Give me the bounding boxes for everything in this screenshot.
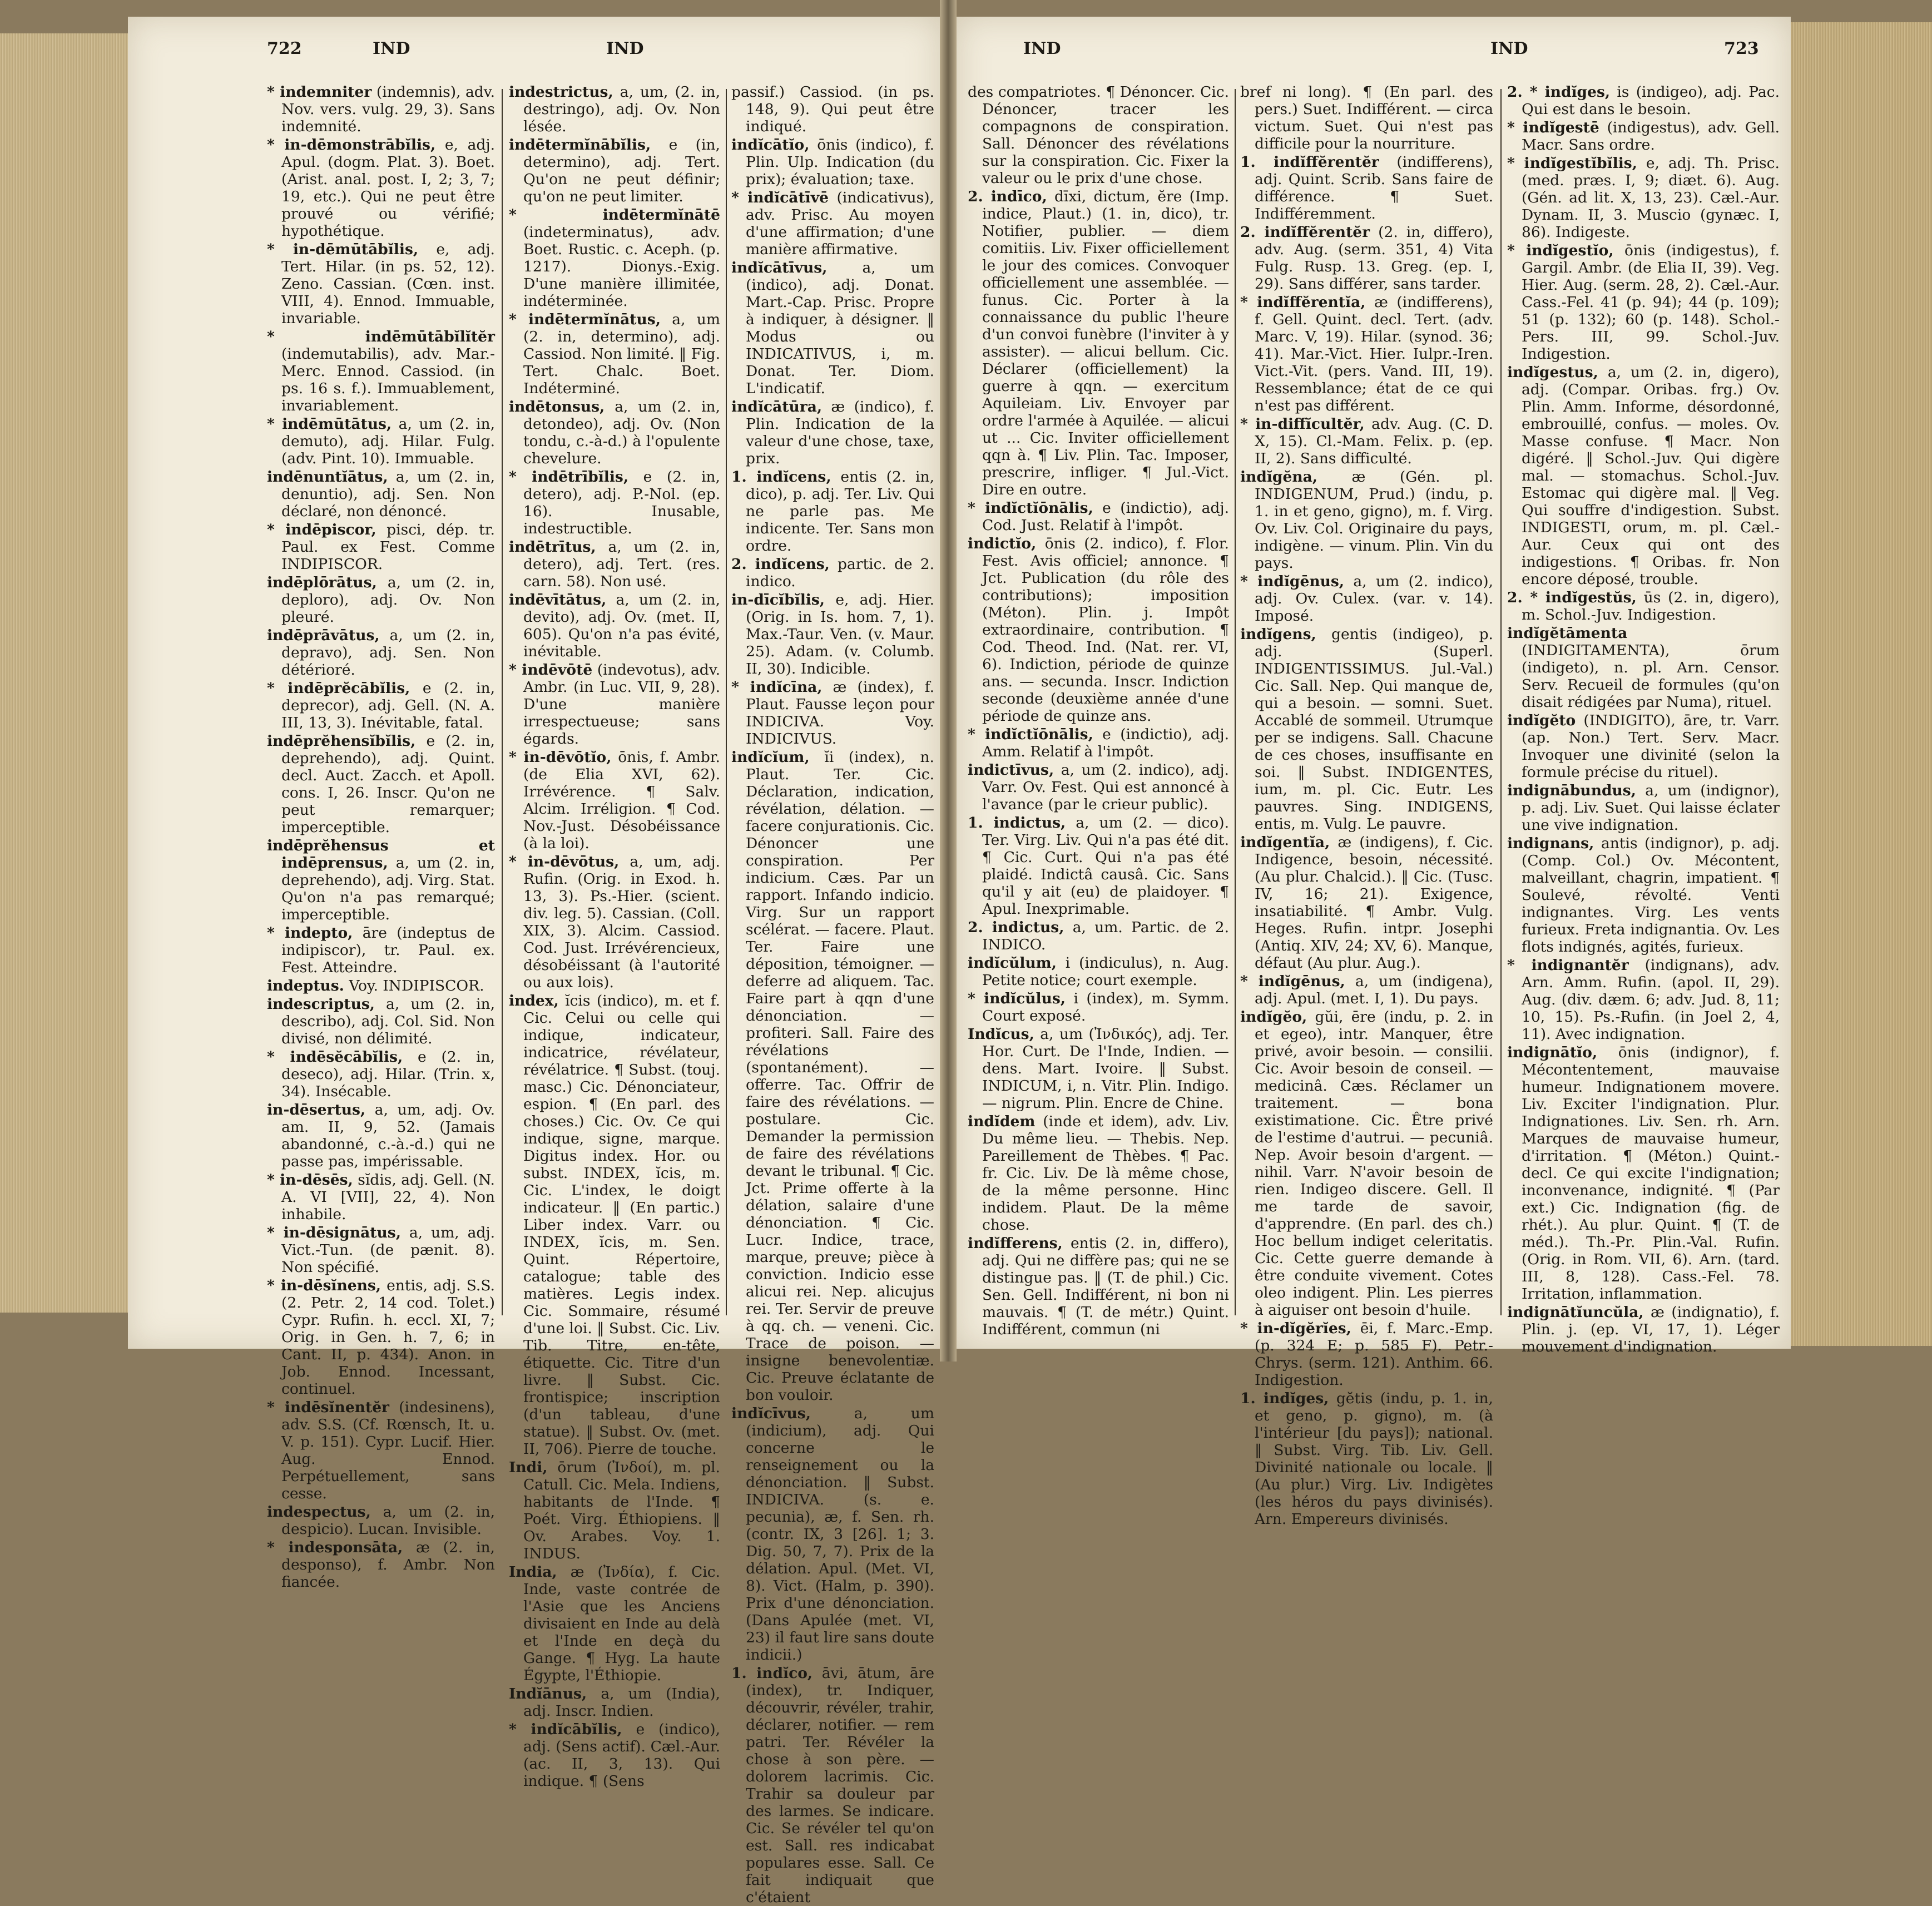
dictionary-entry — [267, 837, 495, 923]
dictionary-entry — [1507, 364, 1780, 588]
dictionary-entry — [509, 661, 720, 747]
left-page-header-word-1: IND — [373, 39, 410, 58]
entry-definition: ĭi (index), n. Plaut. Ter. Cic. Déclaration, indication, révélation, délation. — facere conjurationis. Cic. Dénoncer une conspiration. Per indicium. Cæs. Par un rapport. Infando indicio. Virg. Sur un rapport scélérat. — facere. Plaut. Ter. Faire une déposition, témoigner. — deferre ad aliquem. Tac. Faire part à qqn d'une dénonciation. — profiteri. Sall. Faire des révélations (spontanément). — offerre. Tac. Offrir de faire des révélations. — postulare. Cic. Demander la permission de faire des révélations devant le tribunal. ¶ Cic. Jct. Prime offerte à la délation, salaire d'une dénonciation. ¶ Cic. Lucr. Indice, trace, marque, preuve; pièce à conviction. Indicio esse alicui rei. Nep. alicujus rei. Ter. Servir de preuve à qq. ch. — veneni. Cic. Trace de poison. — insigne benevolentiæ. Cic. Preuve éclatante de bon vouloir. — [746, 749, 934, 1404]
dictionary-entry — [267, 415, 495, 467]
right-page-header-word-2: IND — [1490, 39, 1528, 58]
entry-definition: a, um (2. indico), adj. Ov. Culex. (var. v. 14). Imposé. — [1255, 573, 1493, 625]
dictionary-entry — [968, 188, 1229, 498]
dictionary-entry — [731, 398, 934, 467]
entry-definition: passif.) Cassiod. (in ps. 148, 9). Qui peut être indiqué. — [731, 83, 934, 135]
dictionary-entry — [1240, 83, 1493, 152]
entry-definition: e (2. in, deprecor), adj. Gell. (N. A. III, 13, 3). Inévitable, fatal. — [281, 680, 495, 731]
entry-definition: (indicativus), adv. Prisc. Au moyen d'une affirmation; d'une manière affirmative. — [746, 189, 934, 258]
dictionary-entry — [267, 977, 495, 994]
entry-definition: (2. in, differo), adv. Aug. (serm. 351, 4) Vita Fulg. Rusp. 13. Greg. (ep. I, 29). Sans différer, sans tarder. — [1255, 224, 1493, 293]
entry-headword: * indēpiscor, — [267, 521, 377, 538]
entry-definition: ūs (2. in, digero), m. Schol.-Juv. Indigestion. — [1522, 589, 1780, 623]
entry-definition: a, um (2. in, despicio). Lucan. Invisible. — [281, 1503, 495, 1538]
entry-headword: in-dīcĭbĭlis, — [731, 591, 825, 608]
entry-definition: a, um (2. indico), adj. Varr. Ov. Fest. Qui est annoncé à l'avance (par le crieur public). — [982, 761, 1229, 813]
entry-headword: 1. indĭffĕrentĕr — [1240, 154, 1379, 171]
entry-definition: a, um. Partic. de 2. INDICO. — [982, 919, 1230, 953]
dictionary-entry — [968, 535, 1229, 725]
dictionary-entry — [1240, 294, 1493, 414]
left-page-header — [128, 39, 940, 78]
entry-headword: 2. * indĭges, — [1507, 83, 1611, 101]
entry-headword: indētonsus, — [509, 398, 605, 415]
entry-headword: indēprāvātus, — [267, 627, 380, 644]
entry-headword: * in-diffĭcultĕr, — [1240, 415, 1365, 433]
dictionary-entry — [968, 1113, 1229, 1234]
entry-definition: a, um (2. in, deprehendo), adj. Virg. Stat. Qu'on n'a pas remarqué; imperceptible. — [281, 854, 495, 923]
entry-definition: æ (indigens), f. Cic. Indigence, besoin, nécessité. (Au plur. Chalcid.). ‖ Cic. (Tusc. IV, 16; 21). Exigence, insatiabilité. ¶ Ambr. Vulg. Heges. Rufin. intpr. Josephi (Antiq. XIV, 24; XV, 6). Manque, défaut (Au plur. Aug.). — [1255, 834, 1493, 972]
book-page-edges-left — [0, 33, 128, 1313]
entry-headword: * indemniter — [267, 83, 372, 101]
dictionary-entry — [731, 189, 934, 258]
entry-definition: i (indiculus), n. Aug. Petite notice; court exemple. — [982, 954, 1229, 989]
entry-definition: dīxi, dictum, ĕre (Imp. indice, Plaut.) (1. in, dico), tr. Notifier, publier. — diem comitiis. Liv. Fixer officiellement le jour des comices. Convoquer officiellement une assemblée. — funus. Cic. Porter à la connaissance du public l'heure d'un convoi funèbre (l'inviter à y assister). — alicui bellum. Cic. Déclarer (officiellement) la guerre à qqn. — exercitum Aquileiam. Liv. Envoyer par ordre l'armée à Aquilée. — alicui ut ... Cic. Inviter officiellement qqn à. ¶ Liv. Plin. Tac. Imposer, prescrire, infliger. ¶ Jul.-Vict. Dire en outre. — [982, 188, 1229, 498]
dictionary-entry — [509, 538, 720, 590]
dictionary-entry — [968, 919, 1229, 953]
dictionary-entry — [1240, 1390, 1493, 1528]
entry-headword: indespectus, — [267, 1503, 371, 1521]
entry-definition: e, adj. Apul. (dogm. Plat. 3). Boet. (Arist. anal. post. I, 2; 3, 7; 19, etc.). Qui ne peut être prouvé ou vérifié; hypothétique. — [281, 136, 495, 240]
entry-headword: indĭgĕna, — [1240, 468, 1317, 486]
entry-headword: indignans, — [1507, 835, 1594, 852]
entry-definition: a, um (2. in, denuntio), adj. Sen. Non déclaré, non dénoncé. — [281, 468, 495, 520]
entry-headword: * in-dēsēs, — [267, 1171, 353, 1189]
dictionary-entry — [267, 83, 495, 135]
entry-headword: * indēvōtē — [509, 661, 593, 679]
entry-definition: entis (2. in, differo), adj. Qui ne diffère pas; qui ne se distingue pas. ‖ (T. de phil.) Cic. Sen. Gell. Indifférent, ni bon ni mauvais. ¶ (T. de métr.) Quint. Indifférent, commun (ni — [982, 1235, 1229, 1338]
dictionary-entry — [509, 398, 720, 467]
entry-definition: (INDIGITAMENTA), ōrum (indigeto), n. pl. Arn. Censor. Serv. Recueil de formules (qu'on disait rédigées par Numa), rituel. — [1522, 642, 1780, 711]
entry-headword: Indĭānus, — [509, 1685, 587, 1702]
dictionary-entry — [968, 83, 1229, 187]
entry-headword: * in-dēsĭnens, — [267, 1277, 382, 1294]
entry-definition: a, um (2. in, describo), adj. Col. Sid. Non divisé, non délimité. — [281, 996, 495, 1047]
entry-definition: a, um, (2. in, destringo), adj. Ov. Non lésée. — [523, 83, 720, 135]
dictionary-entry — [731, 591, 934, 677]
entry-headword: indĭcŭlum, — [968, 954, 1057, 972]
dictionary-entry — [1507, 1304, 1780, 1355]
entry-definition: a, um (indicium), adj. Qui concerne le renseignement ou la dénonciation. ‖ Subst. INDICIVA. (s. e. pecunia), æ, f. Sen. rh. (contr. IX, 3 [26]. 1; 3. Dig. 50, 7, 7). Prix de la délation. Apul. (Met. VI, 8). Vict. (Halm, p. 390). Prix d'une dénonciation. (Dans Apulée (met. VI, 23) il faut lire sans doute indicii.) — [746, 1405, 934, 1664]
entry-definition: e, adj. Hier. (Orig. in Is. hom. 7, 1). Max.-Taur. Ven. (v. Maur. 25). Adam. (v. Columb. II, 30). Indicible. — [746, 591, 934, 677]
right-page-header — [957, 39, 1791, 78]
dictionary-entry — [267, 1171, 495, 1223]
entry-definition: partic. de 2. indico. — [746, 556, 934, 590]
entry-definition: (indifferens), adj. Quint. Scrib. Sans faire de différence. ¶ Suet. Indifféremment. — [1255, 154, 1493, 222]
dictionary-entry — [1240, 573, 1493, 625]
entry-definition: a, um (indignor), p. adj. Liv. Suet. Qui laisse éclater une vive indignation. — [1522, 782, 1780, 834]
dictionary-entry — [1507, 589, 1780, 623]
entry-headword: 1. indĭco, — [731, 1665, 813, 1682]
entry-definition: ōnis (indignor), f. Mécontentement, mauvaise humeur. Indignationem movere. Liv. Exciter l'indignation. Plur. Indignationes. Liv. Sen. rh. Arn. Marques de mauvaise humeur, d'irritation. ¶ (Méton.) Quint.-decl. Ce qui excite l'indignation; inconvenance, indignité. ¶ (Par ext.) Cic. Indignation (fig. de rhét.). Au plur. Quint. ¶ (T. de méd.). Th.-Pr. Plin.-Val. Rufin. (Orig. in Rom. VII, 6). Arn. (tard. III, 8, 128). Cass.-Fel. 78. Irritation, inflammation. — [1522, 1044, 1780, 1303]
entry-headword: * in-dēvōtĭo, — [509, 749, 612, 766]
entry-headword: indĭcātūra, — [731, 398, 823, 415]
entry-definition: ōnis, f. Ambr. (de Elia XVI, 62). Irrévérence. ¶ Salv. Alcim. Irréligion. ¶ Cod. Nov.-Just. Désobéissance (à la loi). — [523, 749, 720, 852]
dictionary-entry — [267, 468, 495, 520]
entry-definition: gentis (indigeo), p. adj. (Superl. INDIGENTISSIMUS. Jul.-Val.) Cic. Sall. Nep. Qui manque de, qui a besoin. — somni. Suet. Accablé de sommeil. Utrumque per se indigens. Sall. Chacune de ces choses, insuffisante en soi. ‖ Subst. INDIGENTES, ium, m. pl. Cic. Eutr. Les pauvres. Sing. INDIGENS, entis, m. Vulg. Le pauvre. — [1255, 626, 1493, 833]
entry-headword: indictĭo, — [968, 535, 1037, 552]
entry-definition: antis (indignor), p. adj. (Comp. Col.) Ov. Mécontent, malveillant, chagrin, impatient. ¶ Soulevé, révolté. Venti indignantes. Virg. Les vents furieux. Freta indignantia. Ov. Les flots indignés, agités, furieux. — [1522, 835, 1780, 956]
entry-headword: * in-dēsignātus, — [267, 1224, 401, 1241]
entry-definition: e (indictio), adj. Amm. Relatif à l'impôt. — [982, 726, 1229, 760]
dictionary-entry — [267, 1224, 495, 1276]
entry-headword: * indētermĭnātus, — [509, 311, 661, 328]
entry-definition: a, um (2. in, detero), adj. Tert. (res. carn. 58). Non usé. — [523, 538, 720, 590]
entry-definition: æ (Gén. pl. INDIGENUM, Prud.) (indu, p. 1. in et geno, gigno), m. f. Virg. Ov. Liv. Col. Originaire du pays, indigène. — vinum. Plin. Vin du pays. — [1255, 468, 1493, 572]
entry-definition: a, um (Ἰνδικός), adj. Ter. Hor. Curt. De l'Inde, Indien. — dens. Mart. Ivoire. ‖ Subst. INDICUM, i, n. Vitr. Plin. Indigo. — nigrum. Plin. Encre de Chine. — [982, 1026, 1229, 1112]
entry-definition: a, um (2. in, depravo), adj. Sen. Non détérioré. — [281, 627, 495, 679]
entry-definition: ōnis (indico), f. Plin. Ulp. Indication (du prix); évaluation; taxe. — [746, 136, 934, 188]
entry-headword: * indēmūtātus, — [267, 415, 392, 433]
entry-headword: * indētrībĭlis, — [509, 468, 629, 486]
dictionary-entry — [1240, 626, 1493, 833]
entry-headword: India, — [509, 1563, 557, 1581]
entry-headword: * indĭgestĭbĭlis, — [1507, 155, 1637, 172]
entry-headword: indēnuntĭātus, — [267, 468, 388, 486]
entry-definition: a, um (indigena), adj. Apul. (met. I, 1). Du pays. — [1255, 973, 1493, 1007]
entry-headword: * in-dēmonstrābĭlis, — [267, 136, 436, 154]
dictionary-entry — [1240, 973, 1493, 1007]
dictionary-entry — [1240, 415, 1493, 467]
right-page — [957, 17, 1791, 1528]
dictionary-entry — [509, 591, 720, 660]
entry-definition: a, um, adj. Vict.-Tun. (de pænit. 8). Non spécifié. — [281, 1224, 495, 1276]
entry-definition: æ (indignatio), f. Plin. j. (ep. VI, 17, 1). Léger mouvement d'indignation. — [1522, 1304, 1780, 1355]
entry-headword: indictīvus, — [968, 761, 1054, 779]
entry-definition: e (indico), adj. (Sens actif). Cæl.-Aur. (ac. II, 3, 13). Qui indique. ¶ (Sens — [523, 1721, 720, 1790]
dictionary-entry — [267, 136, 495, 240]
left-page-number: 722 — [267, 39, 302, 58]
entry-definition: e (2. in, deseco), adj. Hilar. (Trin. x, 34). Insécable. — [281, 1048, 495, 1100]
book-page-edges-right — [1791, 22, 1932, 1346]
entry-headword: * indēmūtābĭlĭtĕr — [267, 328, 495, 345]
entry-definition: Voy. INDIPISCOR. — [349, 977, 484, 994]
dictionary-entry — [509, 468, 720, 537]
entry-headword: indignābundus, — [1507, 782, 1636, 799]
dictionary-entry — [968, 761, 1229, 813]
dictionary-entry — [968, 990, 1229, 1024]
entry-headword: indignātĭuncŭla, — [1507, 1304, 1644, 1321]
dictionary-entry — [1507, 155, 1780, 241]
dictionary-entry — [267, 1399, 495, 1502]
entry-headword: indĭgĕtāmenta — [1507, 625, 1628, 642]
entry-headword: indignātĭo, — [1507, 1044, 1598, 1061]
entry-definition: a, um (2. in, detondeo), adj. Ov. (Non tondu, c.-à-d.) à l'opulente chevelure. — [523, 398, 720, 467]
entry-definition: i (index), m. Symm. Court exposé. — [982, 990, 1229, 1024]
entry-definition: āre (indeptus de indipiscor), tr. Paul. ex. Fest. Atteindre. — [281, 924, 495, 976]
entry-headword: 1. indĭges, — [1240, 1390, 1329, 1407]
entry-definition: e, adj. Th. Prisc. (med. præs. I, 9; diæt. 6). Aug. (Gén. ad lit. X, 13, 23). Cæl.-Aur. Dynam. II, 3. Muscio (gynæc. I, 86). Indigeste. — [1522, 155, 1780, 241]
column-rule — [726, 89, 727, 1315]
entry-headword: indētrītus, — [509, 538, 596, 556]
entry-headword: indestrictus, — [509, 83, 613, 101]
entry-definition: ēi, f. Marc.-Emp. (p. 324 E; p. 585 F). Petr.-Chrys. (serm. 121). Anthim. 66. Indigestion. — [1255, 1320, 1493, 1389]
entry-definition: æ (index), f. Plaut. Fausse leçon pour INDICIVA. Voy. INDICIVUS. — [746, 679, 934, 747]
dictionary-entry — [968, 726, 1229, 760]
entry-definition: pisci, dép. tr. Paul. ex Fest. Comme INDIPISCOR. — [281, 521, 495, 573]
entry-headword: 2. indīco, — [968, 188, 1047, 205]
column-rule — [1235, 89, 1236, 1315]
entry-definition: a, um (2. in, devito), adj. Ov. (met. II, 605). Qu'on n'a pas évité, inévitable. — [523, 591, 720, 660]
entry-definition: a, um (India), adj. Inscr. Indien. — [523, 1685, 720, 1720]
dictionary-entry — [1507, 242, 1780, 363]
dictionary-entry — [267, 1539, 495, 1591]
entry-headword: indĭfferens, — [968, 1235, 1063, 1252]
dictionary-entry — [1507, 1044, 1780, 1303]
entry-headword: * indĭffĕrentĭa, — [1240, 294, 1366, 311]
dictionary-entry — [1507, 957, 1780, 1043]
entry-headword: indĭgens, — [1240, 626, 1316, 643]
dictionary-entry — [731, 259, 934, 397]
dictionary-entry — [968, 499, 1229, 534]
entry-headword: * indĭcīna, — [731, 679, 823, 696]
entry-definition: āvi, ātum, āre (index), tr. Indiquer, découvrir, révéler, trahir, déclarer, notifier. — rem patri. Ter. Révéler la chose à son père. — dolorem lacrimis. Cic. Trahir sa douleur par des larmes. Se indicare. Cic. Se révéler tel qu'on est. Sall. res indicabat populares esse. Sall. Ce fait indiquait que c'étaient — [746, 1665, 934, 1906]
entry-headword: indēprĕhensus et indēprensus, — [267, 837, 495, 872]
entry-definition: ōnis (2. indico), f. Flor. Fest. Avis officiel; annonce. ¶ Jct. Publication (du rôle des contributions); imposition (Méton). Plin. j. Impôt extraordinaire, contribution. ¶ Cod. Theod. Ind. (Nat. rer. VI, 6). Indiction, période de quinze ans. — secunda. Inscr. Indiction seconde (deuxième année d'une période de quinze ans. — [982, 535, 1229, 725]
dictionary-entry — [731, 1665, 934, 1906]
entry-headword: indētermĭnābĭlis, — [509, 136, 651, 154]
entry-headword: * indēsĕcābĭlis, — [267, 1048, 403, 1066]
entry-headword: indĭgĕto — [1507, 712, 1576, 729]
entry-headword: 2. * indĭgestŭs, — [1507, 589, 1637, 606]
entry-headword: * in-dēmūtābĭlis, — [267, 241, 419, 258]
dictionary-entry — [731, 468, 934, 555]
dictionary-entry — [968, 1235, 1229, 1338]
column-rule — [502, 89, 503, 1315]
entry-definition: gĕtis (indu, p. 1. in, et geno, p. gigno), m. (à l'intérieur [du pays]); national. ‖ Subst. Virg. Tib. Liv. Gell. Divinité nationale ou locale. ‖ (Au plur.) Virg. Liv. Indigètes (les héros du pays divinisés). Arn. Empereurs divinisés. — [1255, 1390, 1493, 1528]
entry-headword: indĭgestus, — [1507, 364, 1598, 381]
dictionary-entry — [731, 136, 934, 188]
dictionary-entry — [267, 328, 495, 414]
entry-headword: indĭgentĭa, — [1240, 834, 1330, 851]
entry-headword: 2. indĭcens, — [731, 556, 830, 573]
entry-headword: indēprĕhensĭbĭlis, — [267, 732, 416, 750]
dictionary-entry — [509, 853, 720, 991]
right-page-column-1 — [968, 83, 1230, 1338]
entry-definition: (indignans), adv. Arn. Amm. Rufin. (apol. II, 29). Aug. (div. dæm. 6; adv. Jud. 8, 11; 10, 15). Ps.-Rufin. (in Joel 2, 4, 11). Avec indignation. — [1522, 957, 1780, 1043]
entry-definition: æ (indifferens), f. Gell. Quint. decl. Tert. (adv. Marc. V, 19). Hilar. (synod. 36; 41). Mar.-Vict. Hier. Iulpr.-Iren. Vict.-Vit. (pers. Vand. III, 19). Ressemblance; état de ce qui n'est pas différent. — [1255, 294, 1493, 414]
column-rule — [1500, 89, 1502, 1315]
left-page-column-3 — [731, 83, 934, 1906]
entry-definition: æ (2. in, desponso), f. Ambr. Non fiancée. — [281, 1539, 495, 1591]
dictionary-entry — [267, 1048, 495, 1100]
entry-definition: adv. Aug. (C. D. X, 15). Cl.-Mam. Felix. p. (ep. II, 2). Sans difficulté. — [1255, 415, 1493, 467]
entry-headword: in-dēsertus, — [267, 1101, 366, 1118]
right-page-header-word-1: IND — [1023, 39, 1061, 58]
dictionary-entry — [509, 1459, 720, 1562]
dictionary-entry — [1240, 154, 1493, 222]
right-page-column-2 — [1240, 83, 1493, 1528]
entry-definition: (indeterminatus), adv. Boet. Rustic. c. Aceph. (p. 1217). Dionys.-Exig. D'une manière illimitée, indéterminée. — [523, 224, 720, 310]
dictionary-entry — [509, 1685, 720, 1720]
entry-definition: entis, adj. S.S. (2. Petr. 2, 14 cod. Tolet.) Cypr. Rufin. h. eccl. XI, 7; Orig. in Gen. h. 7, 6; in Cant. II, p. 434). Anon. in Job. Ennod. Incessant, continuel. — [281, 1277, 495, 1398]
dictionary-entry — [267, 1101, 495, 1170]
book-spine — [940, 0, 957, 1362]
entry-headword: indĭcīvus, — [731, 1405, 811, 1422]
right-page-column-3 — [1507, 83, 1780, 1355]
dictionary-entry — [509, 206, 720, 310]
entry-definition: (INDIGITO), āre, tr. Varr. (ap. Non.) Tert. Serv. Macr. Invoquer une divinité (selon la formule précise du rituel). — [1522, 712, 1780, 781]
entry-definition: e (indictio), adj. Cod. Just. Relatif à l'impôt. — [982, 499, 1229, 534]
entry-headword: * indesponsāta, — [267, 1539, 403, 1556]
dictionary-entry — [731, 83, 934, 135]
entry-definition: a, um (2. — dico). Ter. Virg. Liv. Qui n'a pas été dit. ¶ Cic. Curt. Qui n'a pas été plaidé. Indictâ causâ. Cic. Sans qu'il y ait (eu) de plaidoyer. ¶ Apul. Inexprimable. — [982, 814, 1229, 918]
entry-definition: e, adj. Tert. Hilar. (in ps. 52, 12). Zeno. Cassian. (Cœn. inst. VIII, 4). Ennod. Immuable, invariable. — [281, 241, 495, 327]
entry-definition: (inde et idem), adv. Liv. Du même lieu. — Thebis. Nep. Pareillement de Thèbes. ¶ Pac. fr. Cic. Liv. De là même chose, de la même personne. Hinc indidem. Plaut. De la même chose. — [982, 1113, 1229, 1234]
entry-definition: æ (indico), f. Plin. Indication de la valeur d'une chose, taxe, prix. — [746, 398, 934, 467]
entry-headword: Indĭcus, — [968, 1026, 1034, 1043]
entry-headword: * indĭgestĭo, — [1507, 242, 1614, 259]
dictionary-entry — [1240, 224, 1493, 293]
entry-headword: Indi, — [509, 1459, 548, 1476]
dictionary-entry — [509, 1721, 720, 1790]
entry-headword: * in-dĭgĕrĭes, — [1240, 1320, 1351, 1337]
entry-definition: (indevotus), adv. Ambr. (in Luc. VII, 9, 28). D'une manière irrespectueuse; sans égards. — [523, 661, 720, 747]
dictionary-entry — [1507, 83, 1780, 118]
dictionary-entry — [1507, 782, 1780, 834]
entry-headword: 1. indictus, — [968, 814, 1066, 831]
dictionary-entry — [267, 1277, 495, 1398]
entry-headword: * indĭcābĭlis, — [509, 1721, 622, 1738]
entry-definition: bref ni long). ¶ (En parl. des pers.) Suet. Indifférent. — circa victum. Suet. Qui n'est pas difficile pour la nourriture. — [1240, 83, 1493, 152]
dictionary-entry — [731, 1405, 934, 1664]
entry-headword: * in-dēvōtus, — [509, 853, 620, 870]
dictionary-entry — [509, 1563, 720, 1684]
entry-headword: * indĭcŭlus, — [968, 990, 1066, 1007]
entry-definition: (indesinens), adv. S.S. (Cf. Rœnsch, It. u. V. p. 151). Cypr. Lucif. Hier. Aug. Ennod. Perpétuellement, sans cesse. — [281, 1399, 495, 1502]
entry-definition: is (indigeo), adj. Pac. Qui est dans le besoin. — [1522, 83, 1780, 118]
entry-definition: a, um (2. in, deploro), adj. Ov. Non pleuré. — [281, 574, 495, 626]
entry-definition: (indemutabilis), adv. Mar.-Merc. Ennod. Cassiod. (in ps. 16 s. f.). Immuablement, invariablement. — [281, 345, 495, 414]
entry-definition: ōnis (indigestus), f. Gargil. Ambr. (de Elia II, 39). Veg. Hier. Aug. (serm. 28, 2). Cæl.-Aur. Cass.-Fel. 41 (p. 94); 44 (p. 109); 51 (p. 132); 60 (p. 148). Schol.-Pers. III, 99. Schol.-Juv. Indigestion. — [1522, 242, 1780, 363]
entry-headword: * indĭgēnus, — [1240, 573, 1345, 590]
dictionary-entry — [509, 311, 720, 397]
dictionary-entry — [509, 136, 720, 205]
dictionary-entry — [509, 992, 720, 1458]
entry-headword: indescriptus, — [267, 996, 375, 1013]
left-page-column-2 — [509, 83, 720, 1790]
dictionary-entry — [731, 749, 934, 1404]
entry-definition: sĭdis, adj. Gell. (N. A. VI [VII], 22, 4). Non inhabile. — [281, 1171, 495, 1223]
entry-definition: gŭi, ēre (indu, p. 2. in et egeo), intr. Manquer, être privé, avoir besoin. — consilii. Cic. Avoir besoin de conseil. — medicinâ. Cæs. Réclamer un traitement. — bona existimatione. Cic. Être privé de l'estime d'autrui. — pecuniâ. Nep. Avoir besoin d'argent. — nihil. Varr. N'avoir besoin de rien. Indigeo discere. Gell. Il me tarde de savoir, d'apprendre. (En parl. des ch.) Hoc bellum indiget celeritatis. Cic. Cette guerre demande à être conduite vivement. Cotes oleo indigent. Plin. Les pierres à aiguiser ont besoin d'huile. — [1255, 1008, 1493, 1319]
dictionary-entry — [1240, 1320, 1493, 1389]
dictionary-entry — [1507, 835, 1780, 956]
entry-definition: entis (2. in, dico), p. adj. Ter. Liv. Qui ne parle pas. Me indicente. Ter. Sans mon ordre. — [746, 468, 934, 555]
entry-definition: a, um (2. in, digero), adj. (Compar. Oribas. frg.) Ov. Plin. Amm. Informe, désordonné, embrouillé, confus. — moles. Ov. Masse confuse. ¶ Macr. Non digéré. ‖ Schol.-Juv. Qui digère mal. — stomachus. Schol.-Juv. Estomac qui digère mal. ‖ Veg. Qui souffre d'indigestion. Subst. INDIGESTI, orum, m. pl. Cæl.-Aur. Ceux qui ont des indigestions. ¶ Oribas. fr. Non encore déposé, trouble. — [1522, 364, 1780, 588]
entry-headword: * indignantĕr — [1507, 957, 1629, 974]
entry-definition: des compatriotes. ¶ Dénoncer. Cic. Dénoncer, tracer les compagnons de conspiration. Sall. Dénoncer des révélations sur la conspiration. Cic. Fixer la valeur ou le prix d'une chose. — [968, 83, 1229, 187]
entry-headword: indĭgĕo, — [1240, 1008, 1307, 1026]
entry-headword: indēvītātus, — [509, 591, 607, 608]
entry-headword: * indĭctĭōnālis, — [968, 726, 1093, 743]
entry-headword: * indĭcātīvē — [731, 189, 829, 206]
entry-headword: * indepto, — [267, 924, 353, 942]
dictionary-entry — [267, 732, 495, 836]
entry-definition: a, um (2. in, determino), adj. Cassiod. Non limité. ‖ Fig. Tert. Chalc. Boet. Indéterminé. — [523, 311, 720, 397]
entry-headword: * indēprĕcābĭlis, — [267, 680, 410, 697]
entry-headword: indĭdem — [968, 1113, 1036, 1130]
entry-definition: e (2. in, detero), adj. P.-Nol. (ep. 16). Inusable, indestructible. — [523, 468, 720, 537]
entry-headword: 2. indĭffĕrentĕr — [1240, 224, 1370, 241]
entry-headword: indēplōrātus, — [267, 574, 377, 591]
dictionary-entry — [267, 627, 495, 679]
right-page-number: 723 — [1724, 39, 1759, 58]
entry-headword: indĭcātīvus, — [731, 259, 828, 276]
entry-headword: 2. indictus, — [968, 919, 1064, 936]
entry-definition: a, um (indico), adj. Donat. Mart.-Cap. Prisc. Propre à indiquer, à désigner. ‖ Modus ou INDICATIVUS, i, m. Donat. Ter. Diom. L'indicatif. — [746, 259, 934, 397]
entry-definition: a, um (2. in, demuto), adj. Hilar. Fulg. (adv. Pint. 10). Immuable. — [281, 415, 495, 467]
entry-headword: index, — [509, 992, 559, 1009]
entry-definition: ĭcis (indico), m. et f. Cic. Celui ou celle qui indique, indicateur, indicatrice, révélateur, révélatrice. ¶ Subst. (touj. masc.) Cic. Dénonciateur, espion. ¶ (En parl. des choses.) Cic. Ov. Ce qui indique, signe, marque. Digitus index. Hor. ou subst. INDEX, ĭcis, m. Cic. L'index, le doigt indicateur. ‖ (En partic.) Liber index. Varr. ou INDEX, ĭcis, m. Sen. Quint. Répertoire, catalogue; table des matières. Legis index. Cic. Sommaire, résumé d'une loi. ‖ Subst. Cic. Liv. Tib. Titre, en-tête, étiquette. Cic. Titre d'un livre. ‖ Subst. Cic. frontispice; inscription (d'un tableau, d'une statue). ‖ Subst. Ov. (met. II, 706). Pierre de touche. — [523, 992, 720, 1458]
entry-definition: (indemnis), adv. Nov. vers. vulg. 29, 3). Sans indemnité. — [281, 83, 495, 135]
dictionary-entry — [968, 954, 1229, 989]
entry-headword: indĭcātĭo, — [731, 136, 810, 154]
dictionary-entry — [267, 574, 495, 626]
left-page-column-1 — [267, 83, 495, 1591]
entry-headword: 1. indĭcens, — [731, 468, 831, 486]
dictionary-entry — [267, 996, 495, 1047]
dictionary-entry — [267, 521, 495, 573]
dictionary-entry — [1507, 119, 1780, 154]
dictionary-entry — [731, 556, 934, 590]
dictionary-entry — [968, 814, 1229, 918]
left-page-header-word-2: IND — [606, 39, 644, 58]
entry-definition: (indigestus), adv. Gell. Macr. Sans ordre. — [1522, 119, 1780, 154]
dictionary-entry — [509, 749, 720, 852]
dictionary-entry — [267, 1503, 495, 1538]
dictionary-entry — [968, 1026, 1229, 1112]
dictionary-entry — [267, 241, 495, 327]
dictionary-entry — [1240, 834, 1493, 972]
entry-headword: * indĭgestē — [1507, 119, 1599, 136]
entry-definition: a, um, adj. Rufin. (Orig. in Exod. h. 13, 3). Ps.-Hier. (scient. div. leg. 5). Cassian. (Coll. XIX, 3). Alcim. Cassiod. Cod. Just. Irrévérencieux, désobéissant (à l'autorité ou aux lois). — [523, 853, 720, 991]
entry-definition: ōrum (Ἰνδοί), m. pl. Catull. Cic. Mela. Indiens, habitants de l'Inde. ¶ Poét. Virg. Éthiopiens. ‖ Ov. Arabes. Voy. 1. INDUS. — [523, 1459, 720, 1562]
dictionary-entry — [731, 679, 934, 747]
dictionary-entry — [267, 680, 495, 731]
entry-definition: e (2. in, deprehendo), adj. Quint. decl. Auct. Zacch. et Apoll. cons. I, 26. Inscr. Qu'on ne peut remarquer; imperceptible. — [281, 732, 495, 836]
entry-headword: indeptus. — [267, 977, 344, 994]
entry-headword: indĭcĭum, — [731, 749, 810, 766]
entry-definition: a, um, adj. Ov. am. II, 9, 52. (Jamais abandonné, c.-à.-d.) qui ne passe pas, impérissable. — [281, 1101, 495, 1170]
entry-headword: * indĭgēnus, — [1240, 973, 1345, 990]
entry-definition: æ (Ἰνδία), f. Cic. Inde, vaste contrée de l'Asie que les Anciens divisaient en Inde au delà et l'Inde en deçà du Gange. ¶ Hyg. La haute Égypte, l'Éthiopie. — [523, 1563, 720, 1684]
left-page — [128, 17, 940, 1906]
dictionary-entry — [267, 924, 495, 976]
entry-headword: * indĭctĭōnālis, — [968, 499, 1093, 517]
entry-headword: * indētermĭnātē — [509, 206, 720, 224]
dictionary-entry — [509, 83, 720, 135]
entry-headword: * indēsĭnentĕr — [267, 1399, 390, 1416]
dictionary-entry — [1240, 468, 1493, 572]
dictionary-entry — [1507, 712, 1780, 781]
entry-definition: e (in, determino), adj. Tert. Qu'on ne peut définir; qu'on ne peut limiter. — [523, 136, 720, 205]
dictionary-entry — [1240, 1008, 1493, 1319]
dictionary-entry — [1507, 625, 1780, 711]
